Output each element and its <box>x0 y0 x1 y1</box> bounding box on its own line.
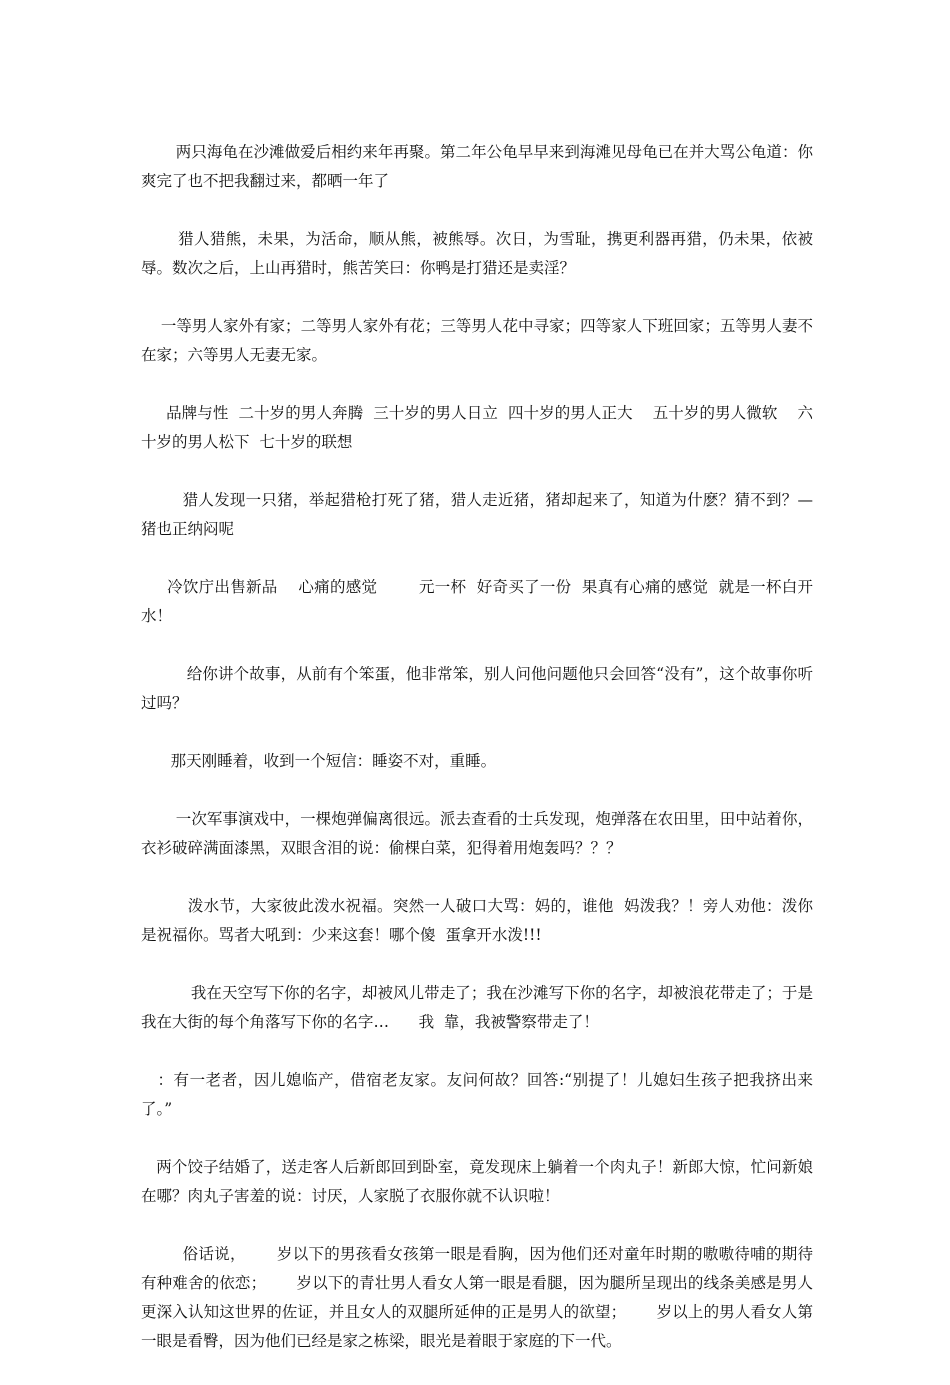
paragraph: 猎人猎熊，未果，为活命，顺从熊，被熊辱。次日，为雪耻，携更利器再猎，仍未果，依被辱。数次之后，上山再猎时，熊苦笑曰：你鸭是打猎还是卖淫？ <box>141 230 813 277</box>
paragraph: 一等男人家外有家；二等男人家外有花；三等男人花中寻家；四等家人下班回家；五等男人妻不在家；六等男人无妻无家。 <box>141 317 813 364</box>
paragraph: 品牌与性 二十岁的男人奔腾 三十岁的男人日立 四十岁的男人正大 五十岁的男人微软 六十岁的男人松下 七十岁的联想 <box>141 404 813 451</box>
paragraph: 我在天空写下你的名字，却被风儿带走了；我在沙滩写下你的名字，却被浪花带走了；于是我在大街的每个角落写下你的名字… 我 靠，我被警察带走了！ <box>141 984 813 1031</box>
paragraph: 一次军事演戏中，一棵炮弹偏离很远。派去查看的士兵发现，炮弹落在农田里，田中站着你，衣衫破碎满面漆黑，双眼含泪的说：偷棵白菜，犯得着用炮轰吗？？？ <box>141 810 813 857</box>
paragraph: 两只海龟在沙滩做爱后相约来年再聚。第二年公龟早早来到海滩见母龟已在并大骂公龟道：你爽完了也不把我翻过来，都晒一年了 <box>141 143 813 190</box>
paragraph: 那天刚睡着，收到一个短信：睡姿不对，重睡。 <box>141 752 497 770</box>
paragraph: 泼水节，大家彼此泼水祝福。突然一人破口大骂：妈的，谁他 妈泼我？！旁人劝他：泼你是祝福你。骂者大吼到：少来这套！哪个傻 蛋拿开水泼!!! <box>141 897 814 944</box>
paragraph: ：有一老者，因儿媳临产，借宿老友家。友问何故？回答:“别提了！儿媳妇生孩子把我挤出来了。” <box>141 1071 814 1118</box>
paragraph: 猎人发现一只猪，举起猎枪打死了猪，猎人走近猪，猪却起来了，知道为什麽？猜不到？—猪也正纳闷呢 <box>141 491 813 538</box>
paragraph: 两个饺子结婚了，送走客人后新郎回到卧室，竟发现床上躺着一个肉丸子！新郎大惊，忙问新娘在哪？肉丸子害羞的说：讨厌，人家脱了衣服你就不认识啦！ <box>141 1158 814 1205</box>
paragraph: 俗话说， 岁以下的男孩看女孩第一眼是看胸，因为他们还对童年时期的嗷嗷待哺的期待有种难舍的依恋； 岁以下的青壮男人看女人第一眼是看腿，因为腿所呈现出的线条美感是男人更深入认知这世界的佐证，并且女人的双腿所延伸的正是男人的欲望； 岁以上的男人看女人第一眼是看臀，因为他们已经是家之栋梁，眼光是着眼于家庭的下一代。 <box>141 1245 813 1350</box>
paragraph: 冷饮庁出售新品 心痛的感觉 元一杯 好奇买了一份 果真有心痛的感觉 就是一杯白开水！ <box>141 578 813 625</box>
paragraph: 给你讲个故事，从前有个笨蛋，他非常笨，别人问他问题他只会回答“没有”，这个故事你听过吗？ <box>141 665 813 712</box>
document-body <box>141 138 813 1385</box>
